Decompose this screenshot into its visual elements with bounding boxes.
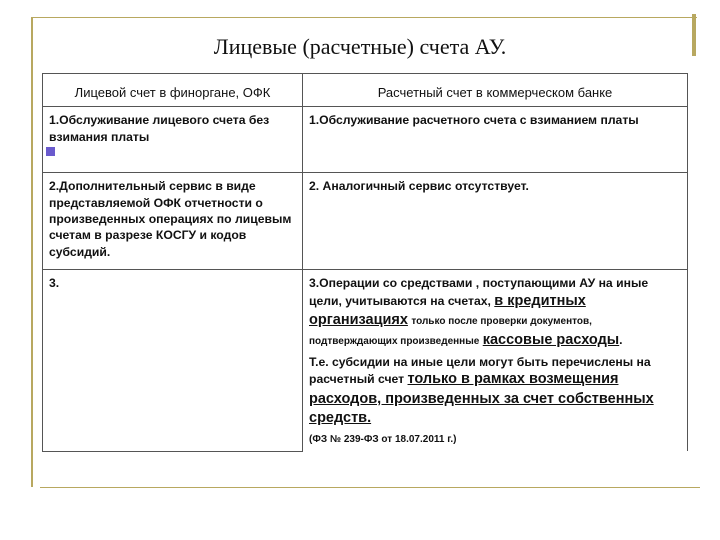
row2-left: 2.Дополнительный сервис в виде представляемой ОФК отчетности о произведенных операциях по лицевым счетам в разрезе КОСГУ и кодов субсидий. bbox=[43, 173, 303, 270]
row1-right: 1.Обслуживание расчетного счета с взиманием платы bbox=[303, 107, 688, 173]
table-row bbox=[43, 173, 688, 270]
frame-top-line bbox=[31, 17, 697, 18]
bullet-square-icon bbox=[46, 147, 55, 156]
row1-left: 1.Обслуживание лицевого счета без взимания платы bbox=[43, 107, 303, 173]
row3-paragraph-2 bbox=[309, 354, 681, 429]
law-citation: (ФЗ № 239-ФЗ от 18.07.2011 г.) bbox=[309, 433, 457, 445]
row3-emph-cash-expenses: кассовые расходы bbox=[482, 331, 620, 348]
row3-text-1: 3.Операции со средствами , поступающими АУ на иные цели, учитываются на счетах, bbox=[309, 276, 649, 308]
row3-left: 3. bbox=[43, 270, 303, 451]
frame-left-line bbox=[31, 17, 33, 487]
row2-right: 2. Аналогичный сервис отсутствует. bbox=[303, 173, 688, 270]
row3-emph-credit-orgs: в кредитных организациях bbox=[309, 292, 586, 329]
table-header-row bbox=[43, 74, 688, 107]
header-right: Расчетный счет в коммерческом банке bbox=[303, 74, 688, 107]
table-row bbox=[43, 270, 688, 451]
row3-emph-reimbursement: только в рамках возмещения расходов, произведенных за счет собственных средств. bbox=[309, 371, 654, 427]
row3-text-3: Т.е. субсидии на иные цели могут быть перечислены на расчетный счет bbox=[309, 355, 651, 387]
row3-right bbox=[303, 270, 688, 451]
comparison-table bbox=[42, 73, 688, 452]
frame-bottom-line bbox=[40, 487, 700, 488]
table-row bbox=[43, 107, 688, 173]
header-left: Лицевой счет в финоргане, ОФК bbox=[43, 74, 303, 107]
slide-title: Лицевые (расчетные) счета АУ. bbox=[213, 34, 507, 59]
row3-period: . bbox=[619, 332, 623, 347]
row3-text-2: только после проверки документов, подтверждающих произведенные bbox=[309, 316, 592, 347]
